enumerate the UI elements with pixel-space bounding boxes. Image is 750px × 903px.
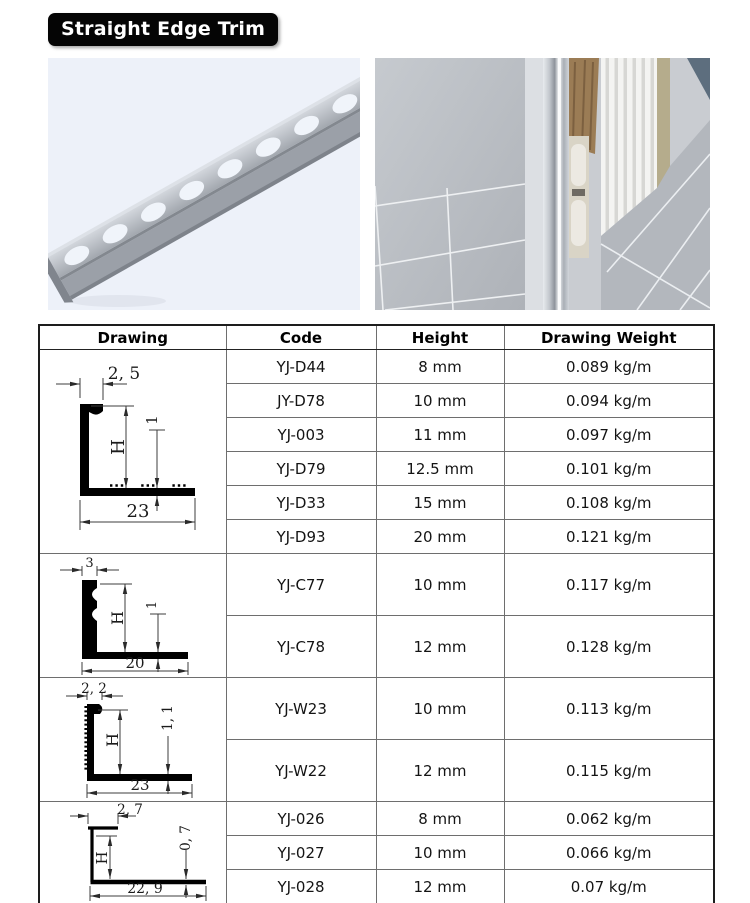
height-cell: 12 mm xyxy=(376,740,504,802)
dim-label-bottom-width: 22, 9 xyxy=(127,881,164,897)
tile-side-face xyxy=(525,58,543,310)
weight-cell: 0.115 kg/m xyxy=(504,740,714,802)
weight-cell: 0.089 kg/m xyxy=(504,350,714,384)
spec-table xyxy=(38,324,715,903)
header-drawing: Drawing xyxy=(39,325,226,350)
dim-label-bottom-width: 23 xyxy=(126,501,150,522)
spec-row xyxy=(39,350,714,384)
height-cell: 12 mm xyxy=(376,870,504,903)
height-cell: 10 mm xyxy=(376,678,504,740)
height-cell: 11 mm xyxy=(376,418,504,452)
code-cell: JY-D78 xyxy=(226,384,376,418)
height-cell: 12.5 mm xyxy=(376,452,504,486)
flange-tab-2 xyxy=(571,200,586,246)
page-title: Straight Edge Trim xyxy=(48,13,278,46)
weight-cell: 0.113 kg/m xyxy=(504,678,714,740)
flange-slot xyxy=(572,189,585,196)
header-weight: Drawing Weight xyxy=(504,325,714,350)
profile-shape xyxy=(82,580,188,659)
code-cell: YJ-W22 xyxy=(226,740,376,802)
code-cell: YJ-W23 xyxy=(226,678,376,740)
bar-shadow xyxy=(70,295,166,307)
weight-cell: 0.07 kg/m xyxy=(504,870,714,903)
spec-row xyxy=(39,678,714,740)
code-cell: YJ-003 xyxy=(226,418,376,452)
weight-cell: 0.097 kg/m xyxy=(504,418,714,452)
dim-label-thickness: 0, 7 xyxy=(178,825,195,851)
header-code: Code xyxy=(226,325,376,350)
header-row xyxy=(39,325,714,350)
technical-drawing-3 xyxy=(40,682,225,800)
height-cell: 10 mm xyxy=(376,554,504,616)
dim-label-thickness: 1 xyxy=(143,415,162,425)
product-photos xyxy=(48,58,710,310)
product-photo-profile xyxy=(48,58,360,310)
dim-label-height: H xyxy=(108,611,128,625)
weight-cell: 0.101 kg/m xyxy=(504,452,714,486)
height-cell: 12 mm xyxy=(376,616,504,678)
tile-wall-left xyxy=(375,58,525,310)
profile-shape xyxy=(80,404,195,496)
spec-row xyxy=(39,554,714,616)
dim-label-top-width: 3 xyxy=(85,556,94,571)
code-cell: YJ-D93 xyxy=(226,520,376,554)
weight-cell: 0.062 kg/m xyxy=(504,802,714,836)
dim-label-top-width: 2, 2 xyxy=(81,681,108,697)
weight-cell: 0.117 kg/m xyxy=(504,554,714,616)
dim-label-height: H xyxy=(93,851,112,865)
trim-highlight xyxy=(558,58,561,310)
weight-cell: 0.121 kg/m xyxy=(504,520,714,554)
code-cell: YJ-D44 xyxy=(226,350,376,384)
dim-label-height: H xyxy=(103,733,123,747)
dim-label-top-width: 2, 7 xyxy=(117,802,144,818)
product-photo-installation xyxy=(375,58,710,310)
dim-label-bottom-width: 23 xyxy=(130,776,150,794)
technical-drawing-2 xyxy=(40,558,225,676)
technical-drawing-1 xyxy=(40,358,225,548)
dim-label-bottom-width: 20 xyxy=(125,654,145,672)
corner-trim-strip xyxy=(543,58,569,310)
weight-cell: 0.108 kg/m xyxy=(504,486,714,520)
code-cell: YJ-027 xyxy=(226,836,376,870)
drawing-cell-1 xyxy=(39,350,226,554)
flange-tab-1 xyxy=(571,144,586,186)
dim-label-thickness: 1 xyxy=(145,600,161,610)
code-cell: YJ-026 xyxy=(226,802,376,836)
height-cell: 10 mm xyxy=(376,384,504,418)
code-cell: YJ-028 xyxy=(226,870,376,903)
spec-row xyxy=(39,802,714,836)
height-cell: 10 mm xyxy=(376,836,504,870)
height-cell: 15 mm xyxy=(376,486,504,520)
code-cell: YJ-C78 xyxy=(226,616,376,678)
dim-label-top-width: 2, 5 xyxy=(108,364,141,384)
height-cell: 8 mm xyxy=(376,802,504,836)
dim-label-thickness: 1, 1 xyxy=(160,705,177,731)
weight-cell: 0.128 kg/m xyxy=(504,616,714,678)
height-cell: 20 mm xyxy=(376,520,504,554)
code-cell: YJ-D79 xyxy=(226,452,376,486)
technical-drawing-4 xyxy=(40,802,225,902)
weight-cell: 0.094 kg/m xyxy=(504,384,714,418)
code-cell: YJ-C77 xyxy=(226,554,376,616)
drawing-cell-3 xyxy=(39,678,226,802)
dim-label-height: H xyxy=(108,439,130,455)
drawing-cell-4 xyxy=(39,802,226,903)
header-height: Height xyxy=(376,325,504,350)
weight-cell: 0.066 kg/m xyxy=(504,836,714,870)
code-cell: YJ-D33 xyxy=(226,486,376,520)
drawing-cell-2 xyxy=(39,554,226,678)
height-cell: 8 mm xyxy=(376,350,504,384)
